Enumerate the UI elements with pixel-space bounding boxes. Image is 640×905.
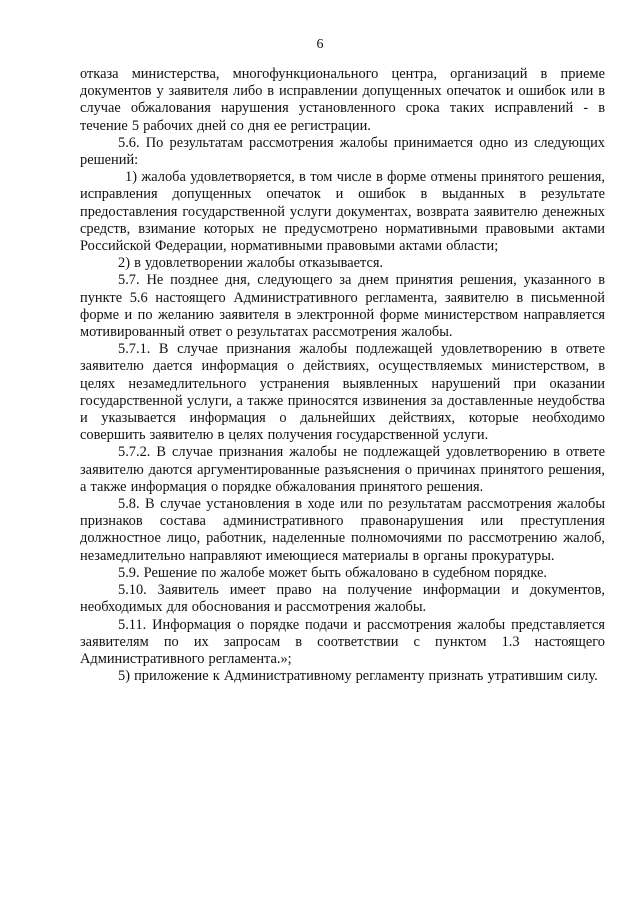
paragraph-5-6: 5.6. По результатам рассмотрения жалобы принимается одно из следующих решений: bbox=[80, 134, 605, 169]
paragraph-5-8: 5.8. В случае установления в ходе или по результатам рассмотрения жалобы признаков состава административного правонарушения или преступления должностное лицо, работник, наделенные полномочиями по рассмотрению жалоб, незамедлительно направляют имеющиеся материалы в органы прокуратуры. bbox=[80, 496, 605, 564]
paragraph-5-11: 5.11. Информация о порядке подачи и рассмотрения жалобы представляется заявителям по их запросам в соответствии с пунктом 1.3 настоящего Административного регламента.»; bbox=[80, 616, 605, 667]
paragraph-5-10: 5.10. Заявитель имеет право на получение информации и документов, необходимых для обоснования и рассмотрения жалобы. bbox=[80, 582, 605, 616]
paragraph-decision-2: 2) в удовлетворении жалобы отказывается. bbox=[118, 255, 384, 272]
paragraph-continuation: отказа министерства, многофункционального центра, организаций в приеме документов у заявителя либо в исправлении допущенных опечаток и ошибок или в случае обжалования нарушения установленного срока таких исправлений - в течение 5 рабочих дней со дня ее регистрации. bbox=[80, 66, 605, 134]
paragraph-5-7-2: 5.7.2. В случае признания жалобы не подлежащей удовлетворению в ответе заявителю даются аргументированные разъяснения о причинах принятого решения, а также информация о порядке обжалования принятого решения. bbox=[80, 444, 605, 495]
page-number: 6 bbox=[316, 37, 324, 52]
paragraph-item-5: 5) приложение к Административному регламенту признать утратившим силу. bbox=[118, 668, 598, 685]
document-body bbox=[80, 66, 605, 685]
paragraph-5-7-1: 5.7.1. В случае признания жалобы подлежащей удовлетворению в ответе заявителю дается информация о действиях, осуществляемых министерством, в целях незамедлительного устранения выявленных нарушений при оказании государственной услуги, а также приносятся извинения за доставленные неудобства и указывается информация о дальнейших действиях, которые необходимо совершить заявителю в целях получения государственной услуги. bbox=[80, 341, 605, 444]
paragraph-decision-1: 1) жалоба удовлетворяется, в том числе в форме отмены принятого решения, исправления допущенных опечаток и ошибок в выданных в результате предоставления государственной услуги документах, возврата заявителю денежных средств, взимание которых не предусмотрено нормативными правовыми актами Российской Федерации, нормативными правовыми актами области; bbox=[80, 169, 605, 255]
paragraph-5-9: 5.9. Решение по жалобе может быть обжаловано в судебном порядке. bbox=[118, 564, 547, 581]
paragraph-5-7: 5.7. Не позднее дня, следующего за днем принятия решения, указанного в пункте 5.6 настоящего Административного регламента, заявителю в письменной форме и по желанию заявителя в электронной форме министерством направляется мотивированный ответ о результатах рассмотрения жалобы. bbox=[80, 272, 605, 341]
